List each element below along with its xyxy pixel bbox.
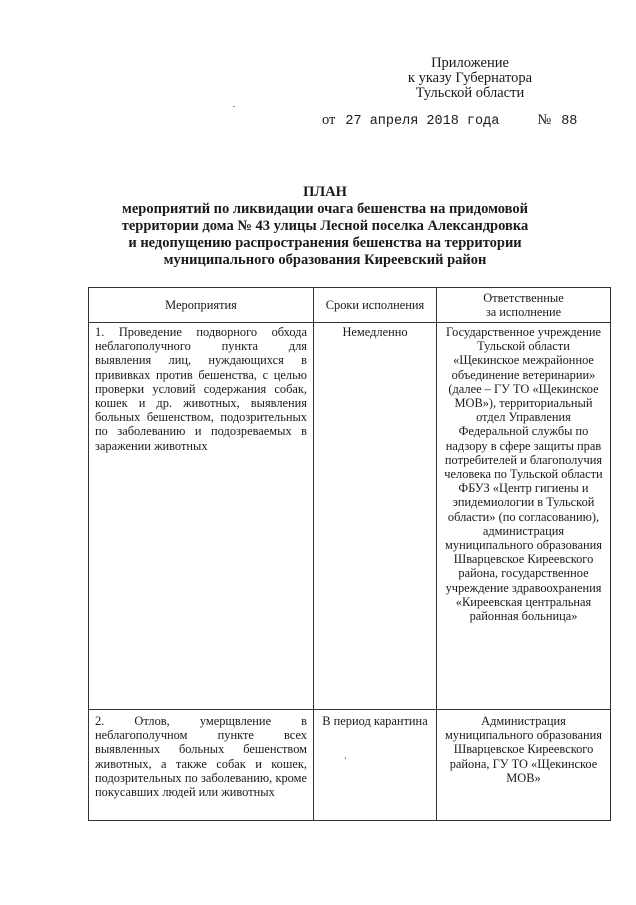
responsible-cell: Государственное учреждение Тульской области «Щекинское межрайонное объединение ветеринарии» (далее – ГУ ТО «Щекинское МОВ»), территориальный отдел Управления Федеральной службы по надзору в сфере защиты прав потребителей и благополучия человека по Тульской области ФБУЗ «Центр гигиены и эпидемиологии в Тульской области» (по согласованию), администрация муниципального образования Шварцевское Киреевского района, государственное учреждение здравоохранения «Киреевская центральная районная больница» [437, 323, 611, 710]
decree-number: 88 [561, 114, 578, 129]
title-line-4: муниципального образования Киреевский район [163, 252, 487, 268]
measure-cell: 2. Отлов, умерщвление в неблагополучном пункте всех выявленных больных бешенством животных, а также собак и кошек, подозрительных по заболеванию, кроме покусавших людей или животных [89, 710, 314, 821]
appendix-block [385, 56, 555, 101]
title-word: ПЛАН [303, 184, 347, 200]
header-terms: Сроки исполнения [314, 288, 437, 323]
term-cell: Немедленно [314, 323, 437, 710]
table-row [89, 323, 611, 710]
plan-table [88, 287, 611, 821]
header-responsible-line-1: Ответственные [483, 290, 564, 305]
appendix-line-3: Тульской области [415, 85, 525, 101]
header-responsible-line-2: за исполнение [485, 305, 562, 319]
title-line-2: территории дома № 43 улицы Лесной поселка Александровка [121, 218, 529, 234]
title-line-1: мероприятий по ликвидации очага бешенства на придомовой [121, 201, 528, 217]
measure-cell: 1. Проведение подворного обхода неблагополучного пункта для выявления лиц, нуждающихся в прививках против бешенства, с целью проверки условий содержания собак, кошек и др. животных, выявления больных бешенством, подозрительных по заболеванию и подозреваемых в заражении животных [89, 323, 314, 710]
decree-date: 27 апреля 2018 года [345, 114, 500, 129]
date-prefix: от [322, 112, 336, 128]
header-measures: Мероприятия [89, 288, 314, 323]
number-sign: № [537, 112, 552, 128]
header-responsible [437, 288, 611, 323]
table-header-row [89, 288, 611, 323]
responsible-cell: Администрация муниципального образования Шварцевское Киреевского района, ГУ ТО «Щекинское МОВ» [437, 710, 611, 821]
scan-speck [345, 757, 346, 759]
appendix-line-1: Приложение [431, 55, 509, 71]
scan-speck [233, 106, 235, 107]
title-line-3: и недопущению распространения бешенства на территории [128, 235, 522, 251]
table-row [89, 710, 611, 821]
term-cell: В период карантина [314, 710, 437, 821]
appendix-line-2: к указу Губернатора [407, 70, 533, 86]
document-title [100, 184, 550, 269]
decree-date-line [322, 112, 577, 129]
